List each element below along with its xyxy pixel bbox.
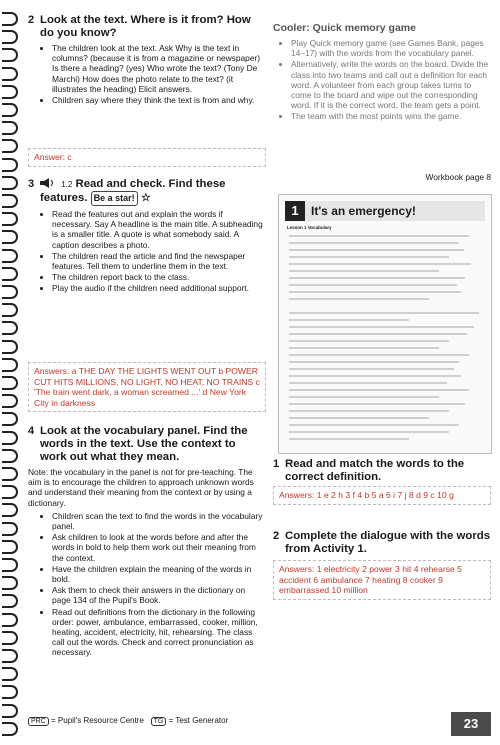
list-item: • The children look at the text. Ask Why is the text in columns? (because it is from a magazine or newspaper) Is there a heading? (yes) Who wrote the text? (Tony De Marchi) How does the photo relate to the text? (it illustrates the heading) Elicit answers. — [52, 43, 264, 94]
binding-ring — [2, 613, 18, 627]
binding-ring — [2, 303, 18, 317]
activity-heading: Read and match the words to the correct definition. — [285, 458, 465, 483]
text-line — [289, 263, 471, 265]
binding-ring — [2, 48, 18, 62]
binding-ring — [2, 704, 18, 718]
binding-ring — [2, 667, 18, 681]
text-line — [289, 340, 449, 342]
cooler-title: Cooler: Quick memory game — [273, 22, 416, 34]
binding-ring — [2, 576, 18, 590]
text-line — [289, 396, 439, 398]
text-line — [289, 403, 465, 405]
binding-ring — [2, 85, 18, 99]
answer-text: Answers: a THE DAY THE LIGHTS WENT OUT b POWER CUT HITS MILLIONS, NO LIGHT, NO HEAT, NO TRAINS c 'The train went dark, a woman screamed ...' d New York City in darkness — [34, 366, 260, 408]
text-line — [289, 242, 459, 244]
list-item: • Have the children explain the meaning of the words in bold. — [52, 564, 264, 584]
workbook-page-thumbnail — [278, 194, 492, 454]
text-line — [289, 235, 469, 237]
answer-box — [28, 148, 266, 167]
be-a-star-badge: Be a star! — [91, 191, 138, 206]
text-line — [289, 326, 474, 328]
binding-ring — [2, 321, 18, 335]
binding-ring — [2, 340, 18, 354]
answer-box — [28, 362, 266, 412]
binding-ring — [2, 376, 18, 390]
section-4 — [28, 425, 264, 659]
binding-ring — [2, 358, 18, 372]
binding-ring — [2, 431, 18, 445]
footer-legend — [28, 716, 228, 726]
text-line — [289, 382, 447, 384]
text-line — [289, 368, 454, 370]
list-item: • The children report back to the class. — [52, 272, 264, 282]
unit-number: 1 — [285, 201, 305, 221]
text-line — [289, 417, 429, 419]
workbook-label: Workbook page 8 — [425, 172, 491, 182]
binding-ring — [2, 12, 18, 26]
workbook-lesson: Lesson 1 Vocabulary — [287, 225, 332, 230]
section-number: 2 — [28, 14, 35, 26]
section-number: 3 — [28, 178, 35, 190]
text-line — [289, 284, 457, 286]
section-number: 4 — [28, 425, 35, 437]
workbook-title: It's an emergency! — [311, 204, 416, 218]
answer-text: Answers: 1 e 2 h 3 f 4 b 5 a 6 i 7 j 8 d 9 c 10 g — [279, 490, 454, 500]
binding-ring — [2, 267, 18, 281]
list-item: • Read out definitions from the dictionary in the following order: power, ambulance, embarrassed, cooker, million, heating, accident, electricity, hit, rehearsing. The class call out the words. Check and correct pronunciation as necessary. — [52, 607, 264, 658]
audio-icon — [40, 178, 58, 188]
list-item: • Read the features out and explain the words if necessary. Say A headline is the main title. A subheading is a smaller title. A quote is what somebody said. A caption describes a photo. — [52, 209, 264, 250]
binding-ring — [2, 212, 18, 226]
binding-ring — [2, 522, 18, 536]
note-text: Note: the vocabulary in the panel is not for pre-teaching. The aim is to encourage the children to approach unknown words and understand their meaning from the context or by using a dictionary. — [28, 467, 254, 508]
star-icon: ☆ — [140, 192, 151, 204]
text-line — [289, 438, 409, 440]
track-number: 1.2 — [61, 180, 73, 189]
answer-text: Answer: c — [34, 152, 72, 162]
page-number: 23 — [451, 712, 491, 736]
list-item: • Ask them to check their answers in the dictionary on page 134 of the Pupil's Book. — [52, 585, 264, 605]
text-line — [289, 410, 449, 412]
binding-ring — [2, 631, 18, 645]
list-item: • The children read the article and find the newspaper features. Tell them to underline them in the text. — [52, 251, 264, 271]
binding-ring — [2, 139, 18, 153]
wb-activity-1 — [273, 458, 491, 484]
cooler-section — [273, 22, 491, 123]
text-line — [289, 249, 464, 251]
tg-icon: TG — [151, 717, 167, 726]
binding-ring — [2, 722, 18, 736]
text-line — [289, 389, 469, 391]
binding-ring — [2, 67, 18, 81]
text-line — [289, 354, 469, 356]
list-item: • Play Quick memory game (see Games Bank, pages 14–17) with the words from the vocabulary panel. — [291, 38, 491, 58]
text-line — [289, 424, 459, 426]
list-item: • Ask children to look at the words before and after the words in bold to help them work out their meaning from the context. — [52, 532, 264, 563]
binding-ring — [2, 103, 18, 117]
answer-box — [273, 486, 491, 505]
section-3 — [28, 178, 264, 295]
binding-ring — [2, 685, 18, 699]
text-line — [289, 319, 409, 321]
text-line — [289, 375, 461, 377]
text-line — [289, 333, 467, 335]
list-item: • The team with the most points wins the game. — [291, 111, 491, 121]
wb-activity-2 — [273, 530, 491, 556]
answer-box — [273, 560, 491, 600]
binding-ring — [2, 230, 18, 244]
prc-text: = Pupil's Resource Centre — [51, 716, 144, 725]
workbook-header — [285, 201, 485, 221]
text-line — [289, 291, 461, 293]
spiral-binding — [0, 0, 22, 745]
binding-ring — [2, 558, 18, 572]
tg-text: = Test Generator — [168, 716, 229, 725]
text-line — [289, 270, 439, 272]
binding-ring — [2, 485, 18, 499]
binding-ring — [2, 285, 18, 299]
binding-ring — [2, 121, 18, 135]
text-line — [289, 347, 439, 349]
activity-heading: Complete the dialogue with the words from Activity 1. — [285, 530, 491, 555]
section-heading: Look at the vocabulary panel. Find the words in the text. Use the context to work out what they mean. — [40, 425, 248, 463]
prc-icon: PRC — [28, 717, 49, 726]
list-item: • Children say where they think the text is from and why. — [52, 95, 264, 105]
binding-ring — [2, 30, 18, 44]
section-2 — [28, 14, 264, 106]
text-line — [289, 277, 465, 279]
list-item: • Alternatively, write the words on the board. Divide the class into two teams and call out a definition for each word. A volunteer from each group takes turns to come to the board and wipe out the corresponding word. If it is the correct word, the team gets a point. — [291, 59, 491, 110]
text-line — [289, 431, 449, 433]
answer-text: Answers: 1 electricity 2 power 3 hit 4 rehearse 5 accident 6 ambulance 7 heating 8 cooker 9 embarrassed 10 million — [279, 564, 462, 596]
activity-number: 2 — [273, 530, 280, 542]
list-item: • Children scan the text to find the words in the vocabulary panel. — [52, 511, 264, 531]
binding-ring — [2, 249, 18, 263]
text-line — [289, 256, 449, 258]
binding-ring — [2, 449, 18, 463]
text-line — [289, 298, 429, 300]
binding-ring — [2, 176, 18, 190]
text-line — [289, 312, 479, 314]
section-heading: Look at the text. Where is it from? How do you know? — [40, 14, 251, 39]
binding-ring — [2, 194, 18, 208]
binding-ring — [2, 412, 18, 426]
text-line — [289, 361, 459, 363]
list-item: • Play the audio if the children need additional support. — [52, 283, 264, 293]
binding-ring — [2, 394, 18, 408]
section-heading: Read and check. Find these features. — [40, 178, 226, 204]
activity-number: 1 — [273, 458, 280, 470]
binding-ring — [2, 467, 18, 481]
binding-ring — [2, 594, 18, 608]
binding-ring — [2, 158, 18, 172]
binding-ring — [2, 503, 18, 517]
binding-ring — [2, 649, 18, 663]
binding-ring — [2, 540, 18, 554]
